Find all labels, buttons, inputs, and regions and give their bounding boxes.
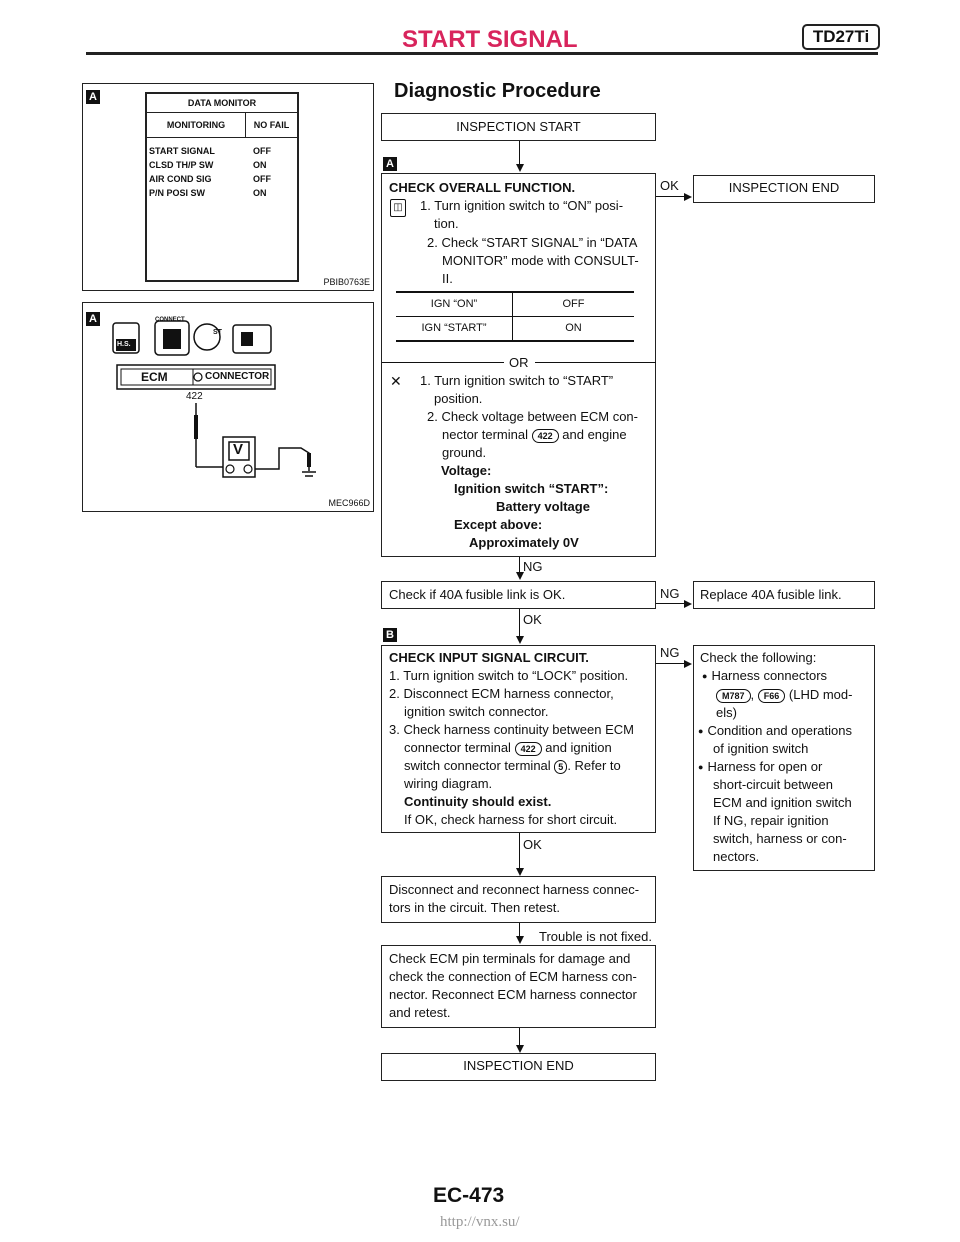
check-item-condition-2: of ignition switch: [713, 741, 809, 756]
step-a-line2b: MONITOR” mode with CONSULT-: [442, 253, 639, 268]
step-a-method2-line1: 1. Turn ignition switch to “START”: [420, 373, 614, 388]
ecm-label: ECM: [141, 370, 168, 384]
inspection-end-box-final: INSPECTION END: [381, 1053, 656, 1081]
col-status: NO FAIL: [253, 120, 290, 130]
signal-table: [396, 291, 634, 342]
flow-arrow: [516, 164, 524, 172]
check-item-open-short-6: nectors.: [713, 849, 760, 864]
signal-cond: IGN “ON”: [396, 293, 513, 316]
figure-data-monitor: [82, 83, 374, 291]
terminal-badge: 5: [554, 760, 567, 774]
step-a-tag: A: [383, 157, 397, 171]
flow-line: [519, 1028, 520, 1046]
signal-cond: IGN “START”: [396, 317, 513, 340]
panel-columns: [147, 113, 297, 138]
terminal-badge: 422: [515, 742, 542, 756]
flow-line: [656, 196, 684, 197]
hs-label: H.S.: [117, 341, 131, 348]
check-pins-line4: and retest.: [389, 1005, 451, 1020]
step-a-line1b: tion.: [434, 216, 459, 231]
check-item-open-short: ● Harness for open or: [698, 758, 822, 776]
step-b-line2b: ignition switch connector.: [404, 704, 549, 719]
engine-badge: TD27Ti: [802, 24, 880, 50]
monitor-item-name: AIR COND SIG: [149, 174, 212, 184]
step-b-line3: 3. Check harness continuity between ECM: [389, 722, 634, 737]
monitor-item-name: CLSD TH/P SW: [149, 160, 214, 170]
monitor-row: [149, 158, 295, 172]
terminal-badge: 422: [532, 429, 559, 443]
data-monitor-screen: [145, 92, 299, 282]
or-label: OR: [509, 355, 529, 370]
step-a-line2: 2. Check “START SIGNAL” in “DATA: [427, 235, 638, 250]
flow-arrow: [516, 868, 524, 876]
step-b-heading: CHECK INPUT SIGNAL CIRCUIT.: [389, 650, 589, 665]
voltage-spec-4: Approximately 0V: [469, 535, 579, 550]
monitor-row: [149, 144, 295, 158]
footer-url[interactable]: http://vnx.su/: [440, 1214, 520, 1230]
check-item-lhd: els): [716, 705, 737, 720]
monitor-row: [149, 186, 295, 200]
voltage-spec-3: Except above:: [454, 517, 543, 532]
ng-label: NG: [660, 645, 680, 660]
panel-title: DATA MONITOR: [147, 94, 297, 113]
signal-row: [396, 293, 634, 317]
step-b-box: [381, 645, 656, 833]
monitor-item-value: OFF: [253, 146, 271, 156]
figure-ecm-voltage: [82, 302, 374, 512]
monitor-rows: [147, 138, 297, 200]
check-item-harness: ● Harness connectors: [702, 667, 827, 685]
connector-badge: M787: [716, 689, 751, 703]
text: connector terminal: [404, 740, 511, 755]
tools-icon: ✕: [390, 373, 402, 389]
header-rule: [86, 52, 878, 55]
col-monitoring: MONITORING: [147, 113, 246, 137]
check-pins-line3: nector. Reconnect ECM harness connector: [389, 987, 637, 1002]
step-a-method2-line2: 2. Check voltage between ECM con-: [427, 409, 638, 424]
continuity-spec: Continuity should exist.: [404, 794, 552, 809]
connector-badge: F66: [758, 689, 786, 703]
voltmeter-label: V: [233, 441, 244, 458]
text: switch connector terminal: [404, 758, 551, 773]
step-a-line1: 1. Turn ignition switch to “ON” posi-: [420, 198, 624, 213]
fuse-check-box: Check if 40A fusible link is OK.: [381, 581, 656, 609]
not-fixed-label: Trouble is not fixed.: [539, 929, 652, 944]
flow-arrow: [684, 660, 692, 668]
flow-arrow: [516, 1045, 524, 1053]
text: and ignition: [545, 740, 612, 755]
text: and engine: [562, 427, 627, 442]
monitor-item-name: START SIGNAL: [149, 146, 215, 156]
text: (LHD mod-: [788, 687, 853, 702]
flow-line: [519, 141, 520, 165]
short-check: If OK, check harness for short circuit.: [404, 812, 618, 827]
step-a-method2-line1b: position.: [434, 391, 483, 406]
monitor-item-value: OFF: [253, 174, 271, 184]
text: nector terminal: [442, 427, 528, 442]
connect-label: CONNECT: [155, 317, 185, 323]
reconnect-line1: Disconnect and reconnect harness connec-: [389, 882, 640, 897]
ng-label: NG: [523, 559, 543, 574]
check-item-condition: ● Condition and operations: [698, 722, 852, 740]
consult-icon: ◫: [390, 199, 406, 217]
flow-line: [519, 833, 520, 869]
check-following-title: Check the following:: [700, 650, 817, 665]
figure-code: PBIB0763E: [323, 277, 370, 287]
flow-line: [656, 663, 684, 664]
ok-label: OK: [523, 837, 542, 852]
step-a-method2-line2c: ground.: [442, 445, 487, 460]
monitor-row: [149, 172, 295, 186]
signal-row: [396, 317, 634, 340]
flow-arrow: [516, 636, 524, 644]
step-a-line2c: II.: [442, 271, 453, 286]
check-item-open-short-3: ECM and ignition switch: [713, 795, 852, 810]
step-b-line3c: [404, 757, 621, 775]
figure-tag: A: [86, 90, 100, 104]
reconnect-box: [381, 876, 656, 923]
st-label: ST: [213, 329, 222, 336]
ok-label: OK: [660, 178, 679, 193]
check-item-open-short-5: switch, harness or con-: [713, 831, 847, 846]
check-item-open-short-2: short-circuit between: [713, 777, 833, 792]
step-a-box: [381, 173, 656, 557]
terminal-label: 422: [186, 391, 203, 402]
inspection-start-box: INSPECTION START: [381, 113, 656, 141]
signal-val: ON: [565, 322, 582, 334]
text: . Refer to: [567, 758, 621, 773]
check-following-box: [693, 645, 875, 871]
flow-line: [519, 923, 520, 937]
or-rule-left: [382, 362, 504, 363]
connector-codes: M787 , F66 (LHD mod-: [716, 686, 852, 704]
step-b-line2: 2. Disconnect ECM harness connector,: [389, 686, 614, 701]
flow-arrow: [684, 600, 692, 608]
connector-label: CONNECTOR: [205, 371, 270, 382]
step-b-tag: B: [383, 628, 397, 642]
page-number: EC-473: [433, 1184, 505, 1207]
reconnect-line2: tors in the circuit. Then retest.: [389, 900, 560, 915]
step-b-line1: 1. Turn ignition switch to “LOCK” position.: [389, 668, 629, 683]
flow-arrow: [684, 193, 692, 201]
monitor-item-value: ON: [253, 160, 267, 170]
flow-line: [656, 603, 684, 604]
voltage-spec-2: Battery voltage: [496, 499, 590, 514]
flow-line: [519, 557, 520, 573]
check-item-open-short-4: If NG, repair ignition: [713, 813, 829, 828]
voltage-label: Voltage:: [441, 463, 492, 478]
procedure-title: Diagnostic Procedure: [394, 80, 601, 102]
monitor-item-name: P/N POSI SW: [149, 188, 206, 198]
ok-label: OK: [523, 612, 542, 627]
step-a-method2-line2b: [442, 426, 627, 444]
inspection-end-box: INSPECTION END: [693, 175, 875, 203]
consult-connect-illustration: [83, 303, 373, 483]
figure-code: MEC966D: [328, 498, 370, 508]
check-pins-line1: Check ECM pin terminals for damage and: [389, 951, 631, 966]
signal-val: OFF: [562, 298, 585, 310]
step-b-line3b: [404, 739, 612, 757]
step-b-line3d: wiring diagram.: [404, 776, 493, 791]
header-title: START SIGNAL: [402, 26, 578, 53]
check-pins-line2: check the connection of ECM harness con-: [389, 969, 637, 984]
flow-line: [519, 609, 520, 637]
replace-fuse-box: Replace 40A fusible link.: [693, 581, 875, 609]
monitor-item-value: ON: [253, 188, 267, 198]
voltage-spec-1: Ignition switch “START”:: [454, 481, 609, 496]
flow-arrow: [516, 936, 524, 944]
ng-label: NG: [660, 586, 680, 601]
or-rule-right: [535, 362, 656, 363]
figure-tag: A: [86, 312, 100, 326]
step-a-heading: CHECK OVERALL FUNCTION.: [389, 180, 576, 195]
check-pins-box: [381, 945, 656, 1028]
